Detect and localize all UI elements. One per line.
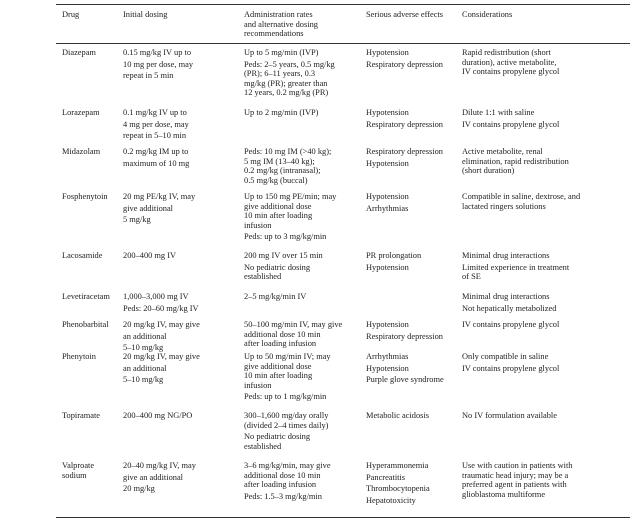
text-line: Peds: 1.5–3 mg/kg/min (244, 491, 322, 501)
text-line: Minimal drug interactions (462, 251, 550, 260)
administration-rates (244, 292, 364, 302)
text-line: give additional dose (244, 361, 312, 371)
text-line: 300–1,600 mg/day orally (244, 411, 329, 420)
initial-dosing: 20 mg/kg IV, may give an additional 5–10 mg/kg (123, 320, 200, 353)
text-line: Purple glove syndrome (366, 375, 444, 385)
text-line: (divided 2–4 times daily) (244, 420, 329, 430)
initial-dosing: 20 mg PE/kg IV, may give additional 5 mg/kg (123, 192, 196, 225)
text-line: IV contains propylene glycol (462, 320, 560, 329)
adverse-effects (366, 251, 461, 272)
adverse-effects (366, 411, 461, 421)
text-line: Hypotension (366, 158, 409, 168)
text-line: Limited experience in treatment (462, 262, 570, 272)
drug-name: Diazepam (62, 48, 96, 57)
adverse-effects-paragraph (366, 375, 461, 385)
header-considerations: Considerations (462, 10, 513, 19)
text-line: 200 mg IV over 15 min (244, 251, 323, 260)
considerations-paragraph (462, 147, 634, 176)
text-line: 50–100 mg/min IV, may give (244, 320, 343, 329)
text-line: Peds: 2–5 years, 0.5 mg/kg (244, 59, 335, 69)
text-line: Hypotension (366, 192, 409, 201)
considerations-paragraph (462, 192, 634, 211)
drug-name: Fosphenytoin (62, 192, 108, 201)
drug-name: Topiramate (62, 411, 101, 420)
adverse-effects-paragraph (366, 120, 461, 130)
considerations (462, 411, 634, 421)
adverse-effects-paragraph (366, 484, 461, 494)
text-line: IV contains propylene glycol (462, 363, 560, 373)
considerations-paragraph (462, 48, 634, 77)
administration-rates-paragraph (244, 251, 364, 261)
adverse-effects-paragraph (366, 473, 461, 483)
text-line: Pancreatitis (366, 472, 406, 482)
initial-dosing: 0.2 mg/kg IM up to maximum of 10 mg (123, 147, 190, 168)
initial-dosing: 200–400 mg NG/PO (123, 411, 193, 420)
text-line: Hypotension (366, 262, 409, 272)
text-line: glioblastoma multiforme (462, 489, 546, 499)
considerations-paragraph (462, 411, 634, 421)
considerations-paragraph (462, 108, 634, 118)
text-line: Metabolic acidosis (366, 411, 430, 420)
adverse-effects (366, 461, 461, 505)
initial-dosing: 0.1 mg/kg IV up to 4 mg per dose, may repeat in 5–10 min (123, 108, 189, 141)
text-line: (PR); 6–11 years, 0.3 (244, 69, 316, 79)
administration-rates-paragraph (244, 352, 364, 390)
administration-rates-paragraph (244, 108, 364, 118)
text-line: additional dose 10 min (244, 470, 321, 480)
text-line: Up to 150 mg PE/min; may (244, 192, 337, 201)
adverse-effects-paragraph (366, 496, 461, 506)
text-line: IV contains propylene glycol (462, 119, 560, 129)
text-line: PR prolongation (366, 251, 422, 260)
administration-rates-paragraph (244, 461, 364, 490)
adverse-effects (366, 320, 461, 341)
adverse-effects (366, 147, 461, 168)
table-bottom-rule (56, 517, 630, 518)
considerations (462, 292, 634, 313)
administration-rates (244, 320, 364, 349)
drug-name: Valproate sodium (62, 461, 95, 480)
text-line: No pediatric dosing (244, 432, 311, 442)
administration-rates-paragraph (244, 432, 364, 451)
considerations-paragraph (462, 120, 634, 130)
administration-rates (244, 48, 364, 98)
administration-rates-paragraph (244, 263, 364, 282)
text-line: Respiratory depression (366, 331, 443, 341)
text-line: Respiratory depression (366, 59, 443, 69)
administration-rates (244, 147, 364, 185)
considerations (462, 251, 634, 282)
considerations-paragraph (462, 320, 634, 330)
adverse-effects (366, 48, 461, 69)
text-line: Compatible in saline, dextrose, and (462, 192, 581, 201)
considerations-paragraph (462, 352, 634, 362)
initial-dosing: 20 mg/kg IV, may give an additional 5–10 mg/kg (123, 352, 200, 385)
considerations (462, 48, 634, 77)
header-initial-dosing: Initial dosing (123, 10, 168, 19)
administration-rates-paragraph (244, 232, 364, 242)
table-top-rule (56, 4, 630, 5)
text-line: Hepatotoxicity (366, 495, 416, 505)
administration-rates (244, 352, 364, 402)
drug-name: Phenytoin (62, 352, 96, 361)
header-drug: Drug (62, 10, 80, 19)
text-line: Hypotension (366, 108, 409, 117)
text-line: Hypotension (366, 320, 409, 329)
adverse-effects-paragraph (366, 263, 461, 273)
text-line: lactated ringers solutions (462, 201, 546, 211)
text-line: 10 min after loading (244, 211, 313, 221)
text-line: established (244, 441, 282, 451)
administration-rates-paragraph (244, 192, 364, 230)
adverse-effects-paragraph (366, 159, 461, 169)
header-bottom-rule (56, 43, 630, 44)
administration-rates (244, 461, 364, 501)
text-line: after loading infusion (244, 339, 317, 349)
text-line: infusion (244, 380, 272, 390)
initial-dosing: 200–400 mg IV (123, 251, 177, 260)
adverse-effects-paragraph (366, 364, 461, 374)
text-line: duration), active metabolite, (462, 57, 557, 67)
administration-rates (244, 192, 364, 242)
adverse-effects-paragraph (366, 352, 461, 362)
adverse-effects-paragraph (366, 320, 461, 330)
text-line: 12 years, 0.2 mg/kg (PR) (244, 88, 329, 98)
drug-name: Lacosamide (62, 251, 103, 260)
considerations-paragraph (462, 292, 634, 302)
text-line: of SE (462, 272, 481, 282)
considerations-paragraph (462, 263, 634, 282)
administration-rates-paragraph (244, 411, 364, 430)
administration-rates-paragraph (244, 48, 364, 58)
header-administration: Administration rates and alternative dosing recommendations (244, 10, 318, 39)
administration-rates (244, 411, 364, 451)
adverse-effects-paragraph (366, 192, 461, 202)
drug-name: Midazolam (62, 147, 101, 156)
administration-rates-paragraph (244, 292, 364, 302)
header-adverse-effects: Serious adverse effects (366, 10, 444, 19)
administration-rates-paragraph (244, 320, 364, 349)
considerations-paragraph (462, 461, 634, 499)
adverse-effects-paragraph (366, 108, 461, 118)
drug-name: Phenobarbital (62, 320, 109, 329)
considerations (462, 352, 634, 373)
text-line: Up to 2 mg/min (IVP) (244, 108, 319, 117)
adverse-effects-paragraph (366, 204, 461, 214)
drug-name: Lorazepam (62, 108, 100, 117)
text-line: 10 min after loading (244, 371, 313, 381)
text-line: 0.2 mg/kg (intranasal); (244, 166, 321, 176)
text-line: Active metabolite, renal (462, 147, 543, 156)
text-line: give additional dose (244, 201, 312, 211)
text-line: Minimal drug interactions (462, 292, 550, 301)
administration-rates-paragraph (244, 492, 364, 502)
text-line: 0.5 mg/kg (buccal) (244, 175, 308, 185)
text-line: Hyperammonemia (366, 461, 429, 470)
text-line: Rapid redistribution (short (462, 48, 551, 57)
text-line: preferred agent in patients with (462, 480, 567, 490)
adverse-effects (366, 108, 461, 129)
initial-dosing: 20–40 mg/kg IV, may give an additional 20 mg/kg (123, 461, 196, 494)
initial-dosing: 0.15 mg/kg IV up to 10 mg per dose, may repeat in 5 min (123, 48, 194, 81)
considerations (462, 320, 634, 330)
adverse-effects-paragraph (366, 461, 461, 471)
adverse-effects (366, 192, 461, 213)
adverse-effects (366, 352, 461, 385)
text-line: No pediatric dosing (244, 262, 311, 272)
adverse-effects-paragraph (366, 251, 461, 261)
text-line: Arrhythmias (366, 203, 409, 213)
text-line: after loading infusion (244, 480, 317, 490)
text-line: 3–6 mg/kg/min, may give (244, 461, 331, 470)
text-line: infusion (244, 220, 272, 230)
text-line: established (244, 272, 282, 282)
adverse-effects-paragraph (366, 60, 461, 70)
text-line: Peds: up to 1 mg/kg/min (244, 392, 327, 402)
text-line: Use with caution in patients with (462, 461, 573, 470)
adverse-effects-paragraph (366, 411, 461, 421)
text-line: Only compatible in saline (462, 352, 549, 361)
considerations-paragraph (462, 304, 634, 314)
text-line: (short duration) (462, 166, 515, 176)
considerations-paragraph (462, 364, 634, 374)
considerations-paragraph (462, 251, 634, 261)
text-line: Hypotension (366, 363, 409, 373)
text-line: IV contains propylene glycol (462, 67, 560, 77)
text-line: Up to 50 mg/min IV; may (244, 352, 331, 361)
text-line: Peds: 10 mg IM (>40 kg); (244, 147, 332, 156)
text-line: Not hepatically metabolized (462, 303, 557, 313)
considerations (462, 108, 634, 129)
text-line: Dilute 1:1 with saline (462, 108, 535, 117)
considerations (462, 192, 634, 211)
text-line: traumatic head injury; may be a (462, 470, 569, 480)
text-line: Respiratory depression (366, 119, 443, 129)
administration-rates-paragraph (244, 147, 364, 185)
text-line: Thrombocytopenia (366, 484, 430, 494)
text-line: Up to 5 mg/min (IVP) (244, 48, 319, 57)
text-line: additional dose 10 min (244, 329, 321, 339)
administration-rates (244, 251, 364, 282)
considerations (462, 461, 634, 499)
text-line: elimination, rapid redistribution (462, 156, 569, 166)
text-line: No IV formulation available (462, 411, 557, 420)
text-line: Peds: up to 3 mg/kg/min (244, 232, 327, 242)
adverse-effects-paragraph (366, 147, 461, 157)
text-line: Hypotension (366, 48, 409, 57)
administration-rates-paragraph (244, 60, 364, 98)
adverse-effects-paragraph (366, 332, 461, 342)
administration-rates (244, 108, 364, 118)
text-line: Respiratory depression (366, 147, 443, 156)
text-line: 2–5 mg/kg/min IV (244, 292, 307, 301)
administration-rates-paragraph (244, 392, 364, 402)
adverse-effects-paragraph (366, 48, 461, 58)
initial-dosing: 1,000–3,000 mg IV Peds: 20–60 mg/kg IV (123, 292, 199, 313)
text-line: mg/kg (PR); greater than (244, 78, 328, 88)
drug-name: Levetiracetam (62, 292, 110, 301)
text-line: Arrhythmias (366, 352, 409, 361)
text-line: 5 mg IM (13–40 kg); (244, 156, 315, 166)
considerations (462, 147, 634, 176)
